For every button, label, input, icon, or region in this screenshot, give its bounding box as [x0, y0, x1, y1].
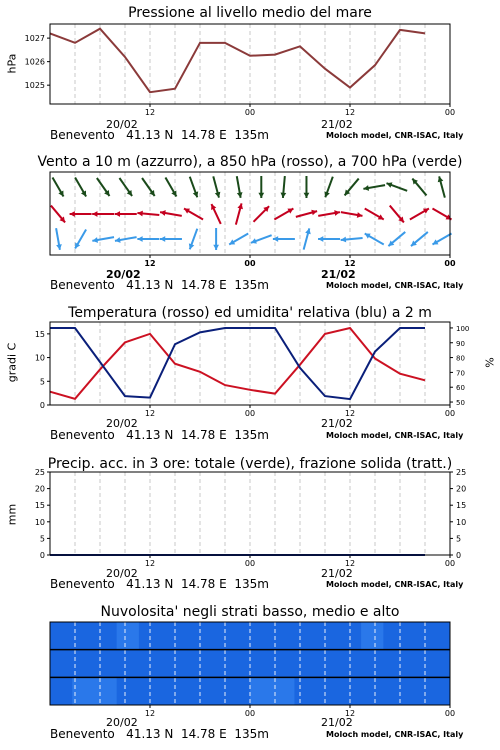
wind-arrow-head — [70, 211, 75, 217]
wind-arrow — [160, 236, 182, 242]
pressure-y-axis-label: hPa — [5, 53, 19, 74]
cloud-cell — [117, 622, 140, 650]
precip-chart-title: Precip. acc. in 3 ore: totale (verde), frazione solida (tratt.) — [47, 456, 453, 472]
chart-0-x-tick-label: 00 — [444, 108, 456, 117]
temp-y-tick-label: 5 — [39, 377, 45, 387]
wind-arrow-head — [304, 193, 310, 198]
wind-location-text: Benevento 41.13 N 14.78 E 135m — [50, 278, 269, 292]
wind-arrow-head — [258, 193, 264, 198]
pressure-model-credit: Moloch model, CNR-ISAC, Italy — [326, 131, 464, 140]
wind-arrow — [115, 237, 137, 243]
humidity-y-tick-label: 60 — [456, 384, 465, 393]
wind-arrow — [432, 234, 451, 245]
wind-arrow — [341, 237, 363, 243]
wind-arrow — [213, 228, 219, 250]
wind-arrow — [273, 236, 295, 242]
cloud-day-label-1: 20/02 — [106, 716, 138, 729]
cloud-cell — [272, 622, 295, 650]
wind-arrow-head — [92, 211, 97, 217]
wind-arrow — [75, 177, 86, 196]
cloud-model-credit: Moloch model, CNR-ISAC, Italy — [326, 730, 464, 739]
temp-y-tick-label: 15 — [34, 329, 45, 339]
cloud-cell — [183, 622, 206, 650]
wind-arrow — [318, 210, 340, 216]
wind-arrow — [365, 209, 384, 220]
humidity-y-tick-label: 100 — [456, 324, 470, 333]
cloud-cell — [317, 650, 340, 678]
precip-y-tick-label-right: 10 — [456, 517, 467, 527]
wind-arrow — [304, 176, 310, 198]
wind-arrow — [70, 211, 92, 217]
pressure-y-tick-label: 1027 — [24, 34, 45, 44]
humidity-y-tick-label: 90 — [456, 339, 465, 348]
wind-arrow — [160, 210, 182, 216]
wind-arrow — [258, 176, 264, 198]
cloud-cell — [383, 677, 406, 705]
cloud-cell — [50, 677, 73, 705]
cloud-cell — [228, 622, 251, 650]
cloud-cell — [183, 677, 206, 705]
cloud-cell — [72, 622, 95, 650]
chart-2-x-tick-label: 12 — [344, 409, 356, 418]
cloud-cell — [161, 622, 184, 650]
wind-arrow-head — [273, 236, 278, 242]
cloud-cell — [294, 650, 317, 678]
wind-arrow — [92, 211, 114, 217]
wind-arrow — [137, 236, 159, 242]
precip-y-tick-label: 20 — [34, 484, 45, 494]
cloud-cell — [228, 677, 251, 705]
cloud-cell — [117, 677, 140, 705]
cloud-cell — [72, 677, 95, 705]
precip-y-tick-label: 5 — [39, 534, 45, 544]
cloud-cell — [383, 650, 406, 678]
temp-y-axis-label: gradi C — [5, 342, 19, 383]
pressure-y-tick-label: 1026 — [24, 57, 45, 67]
wind-arrow — [388, 232, 405, 246]
wind-arrow — [190, 177, 198, 198]
wind-arrow — [386, 182, 407, 190]
precip-model-credit: Moloch model, CNR-ISAC, Italy — [326, 580, 464, 589]
temp-location-text: Benevento 41.13 N 14.78 E 135m — [50, 428, 269, 442]
wind-arrow — [51, 206, 65, 223]
wind-arrow — [251, 235, 272, 243]
chart-1-x-tick-label: 00 — [444, 259, 456, 268]
cloud-cell — [428, 677, 451, 705]
cloud-cell — [317, 622, 340, 650]
chart-1-x-tick-label: 12 — [344, 259, 356, 268]
cloud-cell — [361, 677, 384, 705]
wind-arrow-head — [281, 192, 287, 197]
pressure-chart-title: Pressione al livello medio del mare — [128, 5, 372, 21]
wind-day-label-2: 21/02 — [321, 268, 356, 281]
wind-arrow — [56, 228, 62, 250]
chart-2-x-tick-label: 12 — [144, 409, 156, 418]
wind-arrow — [341, 212, 363, 218]
chart-4-x-tick-label: 12 — [144, 709, 156, 718]
humidity-y-tick-label: 80 — [456, 354, 465, 363]
humidity-y-tick-label: 50 — [456, 399, 465, 408]
wind-arrow — [365, 234, 384, 245]
wind-arrow — [304, 228, 311, 249]
wind-arrow — [189, 229, 197, 250]
chart-4-x-tick-label: 00 — [444, 709, 456, 718]
cloud-cell — [94, 677, 117, 705]
precip-y-tick-label-right: 0 — [456, 551, 462, 560]
wind-arrow — [363, 185, 385, 191]
temp-model-credit: Moloch model, CNR-ISAC, Italy — [326, 431, 464, 440]
wind-day-label-1: 20/02 — [106, 268, 141, 281]
cloud-cell — [50, 622, 73, 650]
wind-arrow — [254, 206, 270, 222]
cloud-cell — [183, 650, 206, 678]
precip-day-label-2: 21/02 — [321, 567, 353, 580]
precip-y-tick-label-right: 25 — [456, 468, 467, 477]
cloud-chart-title: Nuvolosita' negli strati basso, medio e alto — [100, 604, 400, 620]
wind-arrow — [274, 209, 293, 220]
precip-y-axis-label: mm — [5, 503, 19, 526]
cloud-cell — [161, 677, 184, 705]
wind-arrow — [410, 209, 429, 220]
wind-arrow — [412, 179, 426, 196]
precip-y-tick-label-right: 15 — [456, 501, 467, 511]
cloud-location-text: Benevento 41.13 N 14.78 E 135m — [50, 727, 269, 741]
wind-arrow-head — [341, 237, 346, 243]
temp-y-tick-label: 10 — [34, 353, 45, 363]
wind-arrow — [142, 178, 155, 196]
wind-arrow — [119, 178, 132, 196]
wind-arrow — [324, 177, 332, 198]
cloud-cell — [94, 650, 117, 678]
cloud-cell — [250, 622, 273, 650]
pressure-plot-frame — [50, 24, 450, 104]
precip-y-tick-label: 25 — [34, 468, 45, 477]
cloud-cell — [50, 650, 73, 678]
wind-arrow — [115, 211, 137, 217]
wind-chart-title: Vento a 10 m (azzurro), a 850 hPa (rosso), a 700 hPa (verde) — [37, 154, 463, 170]
cloud-cell — [361, 622, 384, 650]
cloud-cell — [272, 650, 295, 678]
cloud-cell — [294, 622, 317, 650]
precip-y-tick-label-right: 5 — [456, 534, 462, 544]
wind-model-credit: Moloch model, CNR-ISAC, Italy — [326, 281, 464, 290]
pressure-series-line — [50, 29, 425, 93]
humidity-y-tick-label: 70 — [456, 369, 465, 378]
wind-arrow-head — [137, 236, 142, 242]
pressure-y-tick-label: 1025 — [24, 81, 45, 91]
chart-4-x-tick-label: 00 — [244, 709, 256, 718]
cloud-cell — [272, 677, 295, 705]
temp-humidity-chart-title: Temperatura (rosso) ed umidita' relativa (blu) a 2 m — [68, 305, 432, 321]
precip-y-tick-label-right: 20 — [456, 484, 467, 494]
wind-arrow-head — [160, 236, 165, 242]
chart-0-x-tick-label: 12 — [344, 108, 356, 117]
wind-arrow — [211, 204, 221, 224]
wind-arrow — [318, 236, 340, 242]
cloud-cell — [161, 650, 184, 678]
temp-day-label-1: 20/02 — [106, 417, 138, 430]
cloud-cell — [72, 650, 95, 678]
chart-3-x-tick-label: 12 — [144, 559, 156, 568]
wind-arrow-head — [115, 211, 120, 217]
chart-4-x-tick-label: 12 — [344, 709, 356, 718]
pressure-day-label-2: 21/02 — [321, 118, 353, 131]
temp-day-label-2: 21/02 — [321, 417, 353, 430]
wind-arrow — [237, 176, 243, 198]
cloud-cell — [250, 650, 273, 678]
wind-arrow-head — [137, 211, 142, 217]
chart-1-x-tick-label: 00 — [244, 259, 256, 268]
precip-location-text: Benevento 41.13 N 14.78 E 135m — [50, 577, 269, 591]
chart-0-x-tick-label: 00 — [244, 108, 256, 117]
chart-1-x-tick-label: 12 — [144, 259, 156, 268]
wind-arrow — [213, 176, 220, 197]
wind-arrow — [75, 229, 86, 248]
cloud-cell — [317, 677, 340, 705]
chart-3-x-tick-label: 00 — [444, 559, 456, 568]
wind-arrow-head — [213, 245, 219, 250]
wind-arrow — [137, 211, 159, 217]
cloud-cell — [361, 650, 384, 678]
chart-2-x-tick-label: 00 — [444, 409, 456, 418]
cloud-cell — [228, 650, 251, 678]
wind-arrow — [92, 237, 114, 243]
humidity-y-axis-label: % — [483, 357, 497, 368]
cloud-cell — [428, 650, 451, 678]
wind-arrow — [281, 176, 287, 198]
chart-0-x-tick-label: 12 — [144, 108, 156, 117]
temp-y-tick-label: 0 — [39, 401, 45, 410]
precip-y-tick-label: 10 — [34, 517, 45, 527]
chart-2-x-tick-label: 00 — [244, 409, 256, 418]
cloud-cell — [94, 622, 117, 650]
wind-arrow — [296, 210, 317, 217]
cloud-cell — [294, 677, 317, 705]
cloud-cell — [117, 650, 140, 678]
wind-arrow — [432, 209, 451, 220]
cloud-cell — [250, 677, 273, 705]
chart-3-x-tick-label: 00 — [244, 559, 256, 568]
precip-day-label-1: 20/02 — [106, 567, 138, 580]
wind-arrow — [438, 176, 445, 197]
wind-arrow — [390, 206, 404, 223]
wind-arrow — [236, 203, 243, 224]
pressure-day-label-1: 20/02 — [106, 118, 138, 131]
chart-3-x-tick-label: 12 — [344, 559, 356, 568]
wind-arrow — [345, 179, 359, 196]
cloud-cell — [383, 622, 406, 650]
wind-arrow — [229, 234, 248, 245]
precip-y-tick-label: 0 — [39, 551, 45, 560]
wind-arrow — [53, 177, 64, 196]
wind-arrow — [97, 178, 110, 196]
pressure-location-text: Benevento 41.13 N 14.78 E 135m — [50, 128, 269, 142]
precip-y-tick-label: 15 — [34, 501, 45, 511]
cloud-cell — [428, 622, 451, 650]
wind-arrow-head — [318, 236, 323, 242]
cloud-day-label-2: 21/02 — [321, 716, 353, 729]
